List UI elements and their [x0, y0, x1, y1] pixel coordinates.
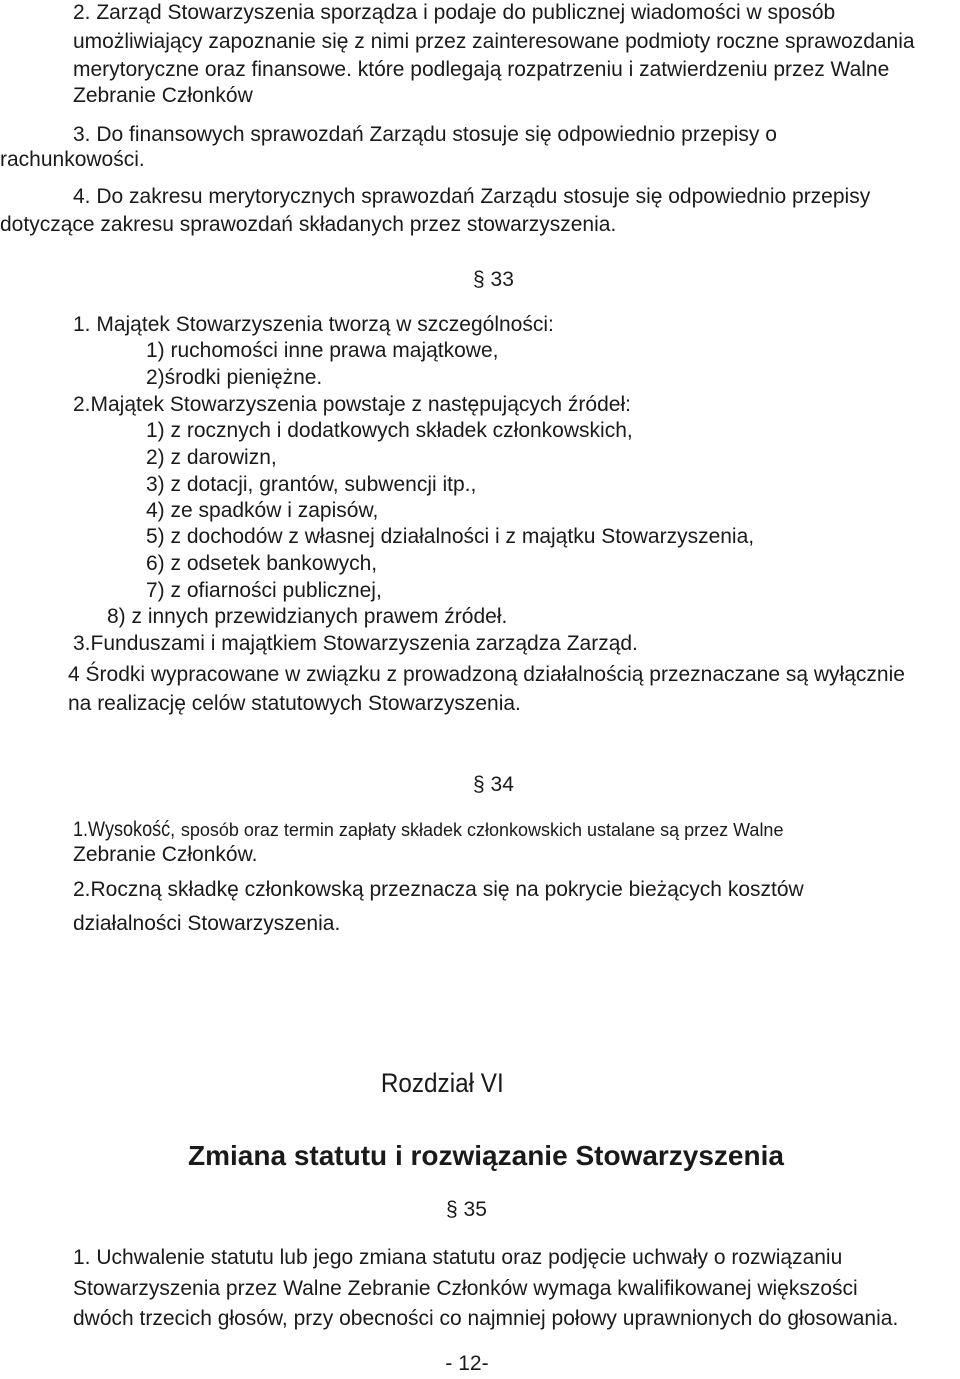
s32-p2-line3: merytoryczne oraz finansowe. które podlegają rozpatrzeniu i zatwierdzeniu przez Walne — [73, 58, 890, 81]
s33-p2-item5: 5) z dochodów z własnej działalności i z majątku Stowarzyszenia, — [146, 525, 755, 548]
s33-p1-item1: 1) ruchomości inne prawa majątkowe, — [146, 339, 499, 362]
s33-p2-item1: 1) z rocznych i dodatkowych składek członkowskich, — [146, 419, 633, 442]
s33-p2-item3: 3) z dotacji, grantów, subwencji itp., — [146, 473, 477, 496]
s33-p1-item2: 2)środki pieniężne. — [146, 366, 323, 389]
section-35-heading: § 35 — [446, 1198, 487, 1221]
s34-p1-lead: 1.Wysokość, — [73, 818, 176, 841]
section-34-heading: § 34 — [473, 773, 514, 796]
chapter-title: Zmiana statutu i rozwiązanie Stowarzyszenia — [188, 1140, 784, 1171]
s33-p2-item2: 2) z darowizn, — [146, 446, 277, 469]
chapter-label-text: Rozdział VI — [380, 1068, 504, 1098]
s32-p2-line1: 2. Zarząd Stowarzyszenia sporządza i podaje do publicznej wiadomości w sposób — [73, 1, 836, 24]
s34-p1-line1 — [73, 817, 783, 843]
s34-p2-line2: działalności Stowarzyszenia. — [73, 912, 341, 935]
s35-p1-line1: 1. Uchwalenie statutu lub jego zmiana statutu oraz podjęcie uchwały o rozwiązaniu — [73, 1246, 843, 1269]
s34-p1-line2: Zebranie Członków. — [73, 843, 258, 866]
s33-p2-item4: 4) ze spadków i zapisów, — [146, 499, 379, 522]
s33-p2-item8: 8) z innych przewidzianych prawem źródeł. — [107, 605, 508, 628]
s33-p3: 3.Funduszami i majątkiem Stowarzyszenia zarządza Zarząd. — [73, 632, 638, 655]
s32-p3-line2: rachunkowości. — [0, 148, 145, 171]
s35-p1-line2: Stowarzyszenia przez Walne Zebranie Członków wymaga kwalifikowanej większości — [73, 1277, 858, 1300]
page-number: - 12- — [445, 1352, 489, 1375]
chapter-label — [0, 1068, 884, 1099]
s35-p1-line3: dwóch trzecich głosów, przy obecności co najmniej połowy uprawnionych do głosowania. — [73, 1307, 899, 1330]
s32-p3-line1: 3. Do finansowych sprawozdań Zarządu stosuje się odpowiednio przepisy o — [73, 123, 777, 146]
s33-p4-line1: 4 Środki wypracowane w związku z prowadzoną działalnością przeznaczane są wyłącznie — [68, 663, 905, 686]
section-33-heading: § 33 — [473, 268, 514, 291]
s33-p1: 1. Majątek Stowarzyszenia tworzą w szczególności: — [73, 313, 554, 336]
s32-p4-line2: dotyczące zakresu sprawozdań składanych przez stowarzyszenia. — [0, 213, 617, 236]
s32-p2-line2: umożliwiający zapoznanie się z nimi przez zainteresowane podmioty roczne sprawozdania — [73, 30, 915, 53]
s32-p4-line1: 4. Do zakresu merytorycznych sprawozdań Zarządu stosuje się odpowiednio przepisy — [73, 185, 871, 208]
s33-p2: 2.Majątek Stowarzyszenia powstaje z następujących źródeł: — [73, 393, 631, 416]
s32-p2-line4: Zebranie Członków — [73, 84, 253, 107]
s33-p4-line2: na realizację celów statutowych Stowarzyszenia. — [68, 692, 521, 715]
s34-p2-line1: 2.Roczną składkę członkowską przeznacza się na pokrycie bieżących kosztów — [73, 878, 804, 901]
s33-p2-item6: 6) z odsetek bankowych, — [146, 552, 378, 575]
s34-p1-rest: sposób oraz termin zapłaty składek członkowskich ustalane są przez Walne — [175, 820, 784, 840]
s33-p2-item7: 7) z ofiarności publicznej, — [146, 579, 382, 602]
